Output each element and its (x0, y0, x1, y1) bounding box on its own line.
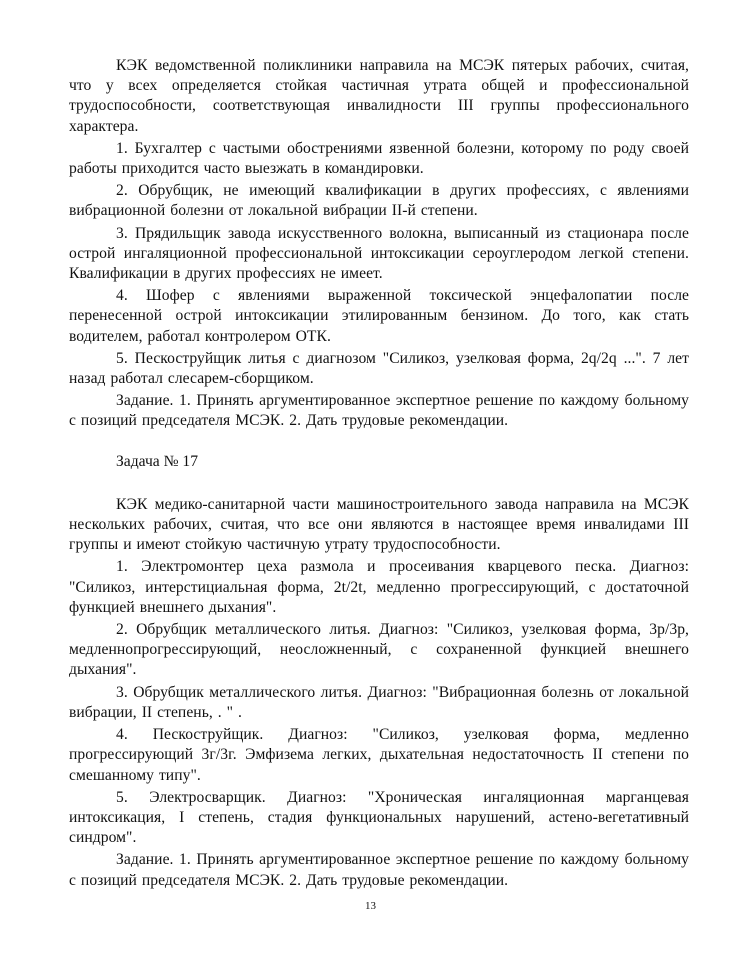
case-item-5: 5. Электросварщик. Диагноз: "Хроническая ингаляционная марганцевая интоксикация, I степень, стадия функциональных нарушений, астено-вегетативный синдром". (69, 788, 689, 847)
case-item-3: 3. Прядильщик завода искусственного волокна, выписанный из стационара после острой ингаляционной профессиональной интоксикации сероуглеродом легкой степени. Квалификации в других профессиях не имеет. (69, 224, 689, 283)
section-intro: КЭК ведомственной поликлиники направила на МСЭК пятерых рабочих, считая, что у всех определяется стойкая частичная утрата общей и профессиональной трудоспособности, соответствующая инвалидности III группы профессионального характера. (69, 57, 689, 135)
page-number: 13 (365, 900, 376, 912)
task-heading: Задача № 17 (116, 452, 198, 470)
case-item-4: 4. Шофер с явлениями выраженной токсической энцефалопатии после перенесенной острой интоксикации этилированным бензином. До того, как стать водителем, работал контролером ОТК. (69, 287, 689, 345)
assignment-text: Задание. 1. Принять аргументированное экспертное решение по каждому больному с позиций председателя МСЭК. 2. Дать трудовые рекомендации. (69, 392, 689, 430)
case-item-2: 2. Обрубщик, не имеющий квалификации в других профессиях, с явлениями вибрационной болезни от локальной вибрации II-й степени. (69, 182, 689, 220)
section-intro: КЭК медико-санитарной части машиностроительного завода направила на МСЭК нескольких рабочих, считая, что все они являются в настоящее время инвалидами III группы и имеют стойкую частичную утрату трудоспособности. (69, 495, 689, 554)
assignment-text: Задание. 1. Принять аргументированное экспертное решение по каждому больному с позиций председателя МСЭК. 2. Дать трудовые рекомендации. (69, 851, 689, 889)
case-item-3: 3. Обрубщик металлического литья. Диагноз: "Вибрационная болезнь от локальной вибрации, II степень, . " . (69, 683, 689, 721)
task-16-section (69, 56, 689, 432)
task-17-section (69, 495, 689, 891)
document-page (69, 56, 689, 891)
case-item-1: 1. Бухгалтер с частыми обострениями язвенной болезни, которому по роду своей работы приходится часто выезжать в командировки. (69, 139, 689, 178)
case-item-1: 1. Электромонтер цеха размола и просеивания кварцевого песка. Диагноз: "Силикоз, интерстициальная форма, 2t/2t, медленно прогрессирующий, с достаточной функцией внешнего дыхания". (69, 558, 689, 616)
case-item-5: 5. Пескоструйщик литья с диагнозом "Силикоз, узелковая форма, 2q/2q ...". 7 лет назад работал слесарем-сборщиком. (69, 349, 689, 388)
case-item-4: 4. Пескоструйщик. Диагноз: "Силикоз, узелковая форма, медленно прогрессирующий 3г/3г. Эмфизема легких, дыхательная недостаточность II степени по смешанному типу". (69, 726, 689, 784)
case-item-2: 2. Обрубщик металлического литья. Диагноз: "Силикоз, узелковая форма, 3р/3р, медленнопрогрессирующий, неосложненный, с сохраненной функцией внешнего дыхания". (69, 621, 689, 679)
